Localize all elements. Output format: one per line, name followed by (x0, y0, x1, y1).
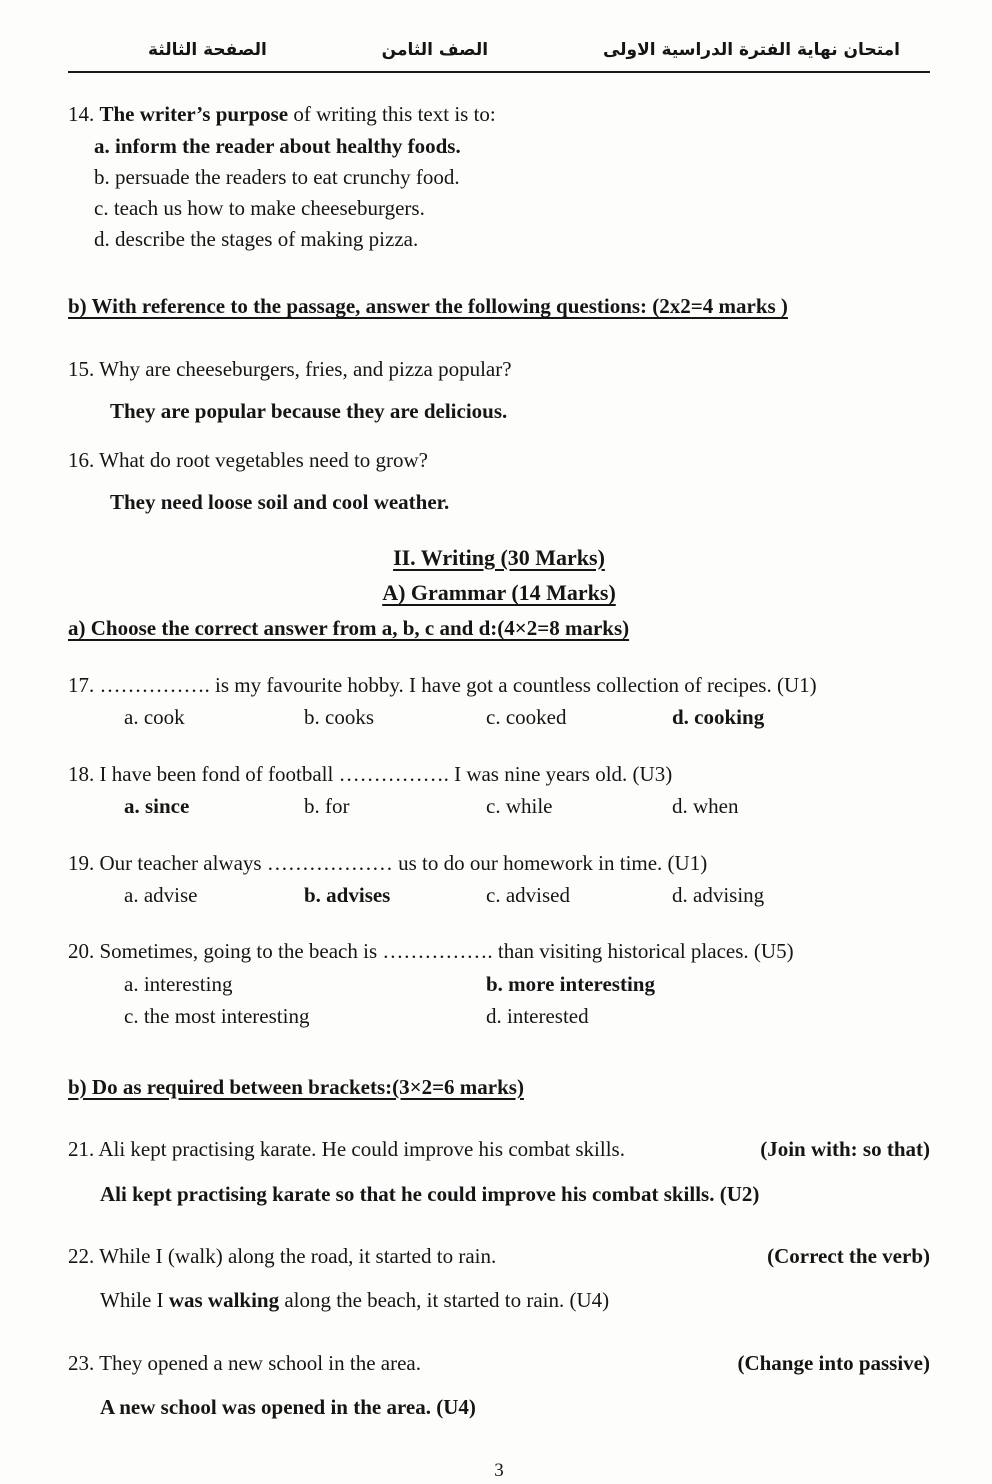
question-14-number: 14. (68, 101, 100, 126)
question-17-stem: 17. ……………. is my favourite hobby. I have got a countless collection of recipes. (U1) (68, 672, 817, 697)
question-16-text: 16. What do root vegetables need to grow? (68, 447, 429, 472)
question-22-line (68, 1241, 930, 1271)
question-17-options (124, 702, 930, 732)
option-14-d: d. describe the stages of making pizza. (94, 227, 419, 252)
option-14-b: b. persuade the readers to eat crunchy food. (94, 165, 460, 190)
option-20-d: d. interested (486, 1004, 589, 1029)
option-20-a: a. interesting (124, 971, 233, 996)
question-18-stem: 18. I have been fond of football ……………. I was nine years old. (U3) (68, 761, 673, 786)
header-grade: الصف الثامن (381, 40, 489, 60)
question-23-answer: A new school was opened in the area. (U4) (100, 1395, 476, 1420)
header-exam-title: امتحان نهاية الفترة الدراسية الاولى (602, 40, 900, 60)
question-15-text: 15. Why are cheeseburgers, fries, and pizza popular? (68, 356, 512, 381)
option-20-b: b. more interesting (486, 971, 655, 996)
grammar-section-title: A) Grammar (14 Marks) (382, 580, 616, 606)
choose-heading: a) Choose the correct answer from a, b, c and d:(4×2=8 marks) (68, 616, 630, 641)
question-14 (68, 99, 930, 256)
question-19-stem: 19. Our teacher always ……………… us to do our homework in time. (U1) (68, 850, 708, 875)
question-22-answer-pre: While I (100, 1288, 169, 1313)
brackets-heading: b) Do as required between brackets:(3×2=6 marks) (68, 1074, 524, 1099)
option-19-d: d. advising (672, 882, 765, 907)
writing-section-title: II. Writing (30 Marks) (393, 544, 605, 570)
question-19-options (124, 880, 930, 910)
option-17-d: d. cooking (672, 705, 765, 730)
section-b-heading: b) With reference to the passage, answer the following questions: (2x2=4 marks ) (68, 294, 788, 319)
question-21-instruction: (Join with: so that) (760, 1137, 930, 1162)
option-18-b: b. for (304, 794, 350, 819)
question-19 (68, 848, 930, 911)
question-21-answer: Ali kept practising karate so that he could improve his combat skills. (U2) (100, 1181, 760, 1206)
option-19-b: b. advises (304, 882, 391, 907)
question-21 (68, 1134, 930, 1209)
option-18-d: d. when (672, 794, 739, 819)
question-22-instruction: (Correct the verb) (767, 1244, 930, 1269)
question-16 (68, 445, 930, 518)
option-14-c: c. teach us how to make cheeseburgers. (94, 196, 425, 221)
question-15-answer: They are popular because they are delicious. (110, 399, 508, 424)
page-header (68, 38, 930, 73)
option-14-a: a. inform the reader about healthy foods. (94, 134, 461, 159)
question-18-options (124, 791, 930, 821)
option-17-c: c. cooked (486, 705, 567, 730)
option-17-b: b. cooks (304, 705, 374, 730)
option-18-c: c. while (486, 794, 553, 819)
question-14-stem (68, 99, 930, 129)
question-21-line (68, 1134, 930, 1164)
question-14-stem-rest: of writing this text is to: (288, 101, 496, 126)
question-20-options (124, 969, 930, 1032)
option-20-c: c. the most interesting (124, 1004, 310, 1029)
question-21-sentence: 21. Ali kept practising karate. He could improve his combat skills. (68, 1137, 625, 1162)
question-22 (68, 1241, 930, 1316)
question-14-options (94, 131, 930, 255)
question-20 (68, 936, 930, 1031)
page-number: 3 (494, 1459, 504, 1481)
question-14-stem-bold: The writer’s purpose (99, 101, 289, 126)
question-22-answer-post: along the beach, it started to rain. (U4) (279, 1288, 610, 1313)
option-18-a: a. since (124, 794, 190, 819)
option-17-a: a. cook (124, 705, 185, 730)
header-page-label: الصفحة الثالثة (148, 40, 267, 60)
question-15 (68, 354, 930, 427)
question-23-line (68, 1348, 930, 1378)
question-22-sentence: 22. While I (walk) along the road, it started to rain. (68, 1244, 497, 1269)
question-18 (68, 759, 930, 822)
question-23-instruction: (Change into passive) (737, 1350, 930, 1375)
question-16-answer: They need loose soil and cool weather. (110, 490, 450, 515)
question-22-answer (100, 1285, 930, 1315)
question-20-stem: 20. Sometimes, going to the beach is ……………. than visiting historical places. (U5) (68, 939, 794, 964)
question-23 (68, 1348, 930, 1423)
question-22-answer-bold: was walking (168, 1288, 280, 1313)
option-19-c: c. advised (486, 882, 570, 907)
option-19-a: a. advise (124, 882, 198, 907)
question-17 (68, 670, 930, 733)
question-23-sentence: 23. They opened a new school in the area. (68, 1350, 421, 1375)
